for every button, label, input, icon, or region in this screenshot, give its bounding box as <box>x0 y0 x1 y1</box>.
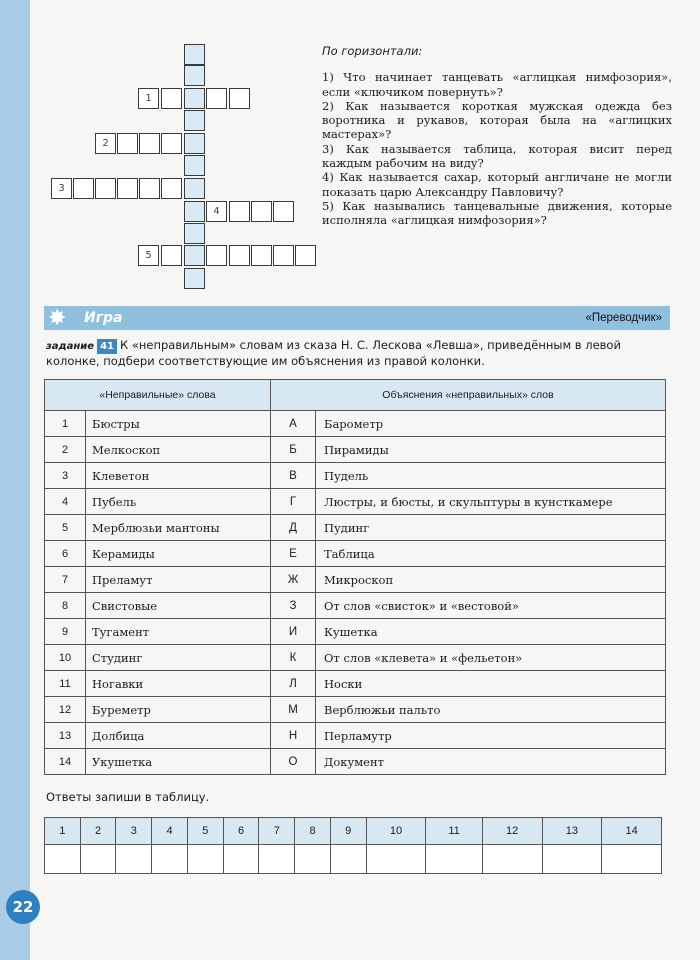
clue-3: 3) Как называется таблица, которая висит перед каждым рабочим на виду? <box>322 141 672 171</box>
crossword-cell[interactable] <box>161 245 182 266</box>
crossword-cell[interactable] <box>184 110 205 131</box>
wrong-word: Долбица <box>86 723 271 749</box>
answer-cell[interactable] <box>45 845 81 874</box>
answer-number: 3 <box>116 818 152 845</box>
explanation: Перламутр <box>316 723 666 749</box>
clue-2: 2) Как называется короткая мужская одежда без воротника и рукавов, которая была на «аглицких мастерах»? <box>322 98 672 142</box>
crossword-clues <box>322 44 672 228</box>
crossword-number-2: 2 <box>95 133 116 154</box>
crossword-cell[interactable] <box>139 178 160 199</box>
answer-number: 1 <box>45 818 81 845</box>
answer-cell[interactable] <box>223 845 259 874</box>
table-row <box>45 489 666 515</box>
crossword-cell[interactable] <box>184 201 205 222</box>
crossword-cell[interactable] <box>229 88 250 109</box>
table-row <box>45 567 666 593</box>
game-label: Игра <box>84 310 123 326</box>
row-number: 11 <box>45 671 86 697</box>
row-number: 3 <box>45 463 86 489</box>
answer-number: 12 <box>482 818 542 845</box>
crossword-cell[interactable] <box>184 65 205 86</box>
wrong-word: Пубель <box>86 489 271 515</box>
answer-cell[interactable] <box>542 845 602 874</box>
row-letter: Е <box>271 541 316 567</box>
row-letter: К <box>271 645 316 671</box>
crossword-cell[interactable] <box>273 245 294 266</box>
crossword-number-4: 4 <box>206 201 227 222</box>
answer-number: 7 <box>259 818 295 845</box>
row-number: 2 <box>45 437 86 463</box>
answer-number: 11 <box>426 818 482 845</box>
answer-number: 5 <box>187 818 223 845</box>
crossword-cell[interactable] <box>184 88 205 109</box>
crossword-cell[interactable] <box>295 245 316 266</box>
table-row <box>45 749 666 775</box>
explanation: Барометр <box>316 411 666 437</box>
explanation: Микроскоп <box>316 567 666 593</box>
answer-number: 8 <box>295 818 331 845</box>
answer-number: 4 <box>152 818 188 845</box>
wrong-word: Клеветон <box>86 463 271 489</box>
task-text: К «неправильным» словам из сказа Н. С. Лескова «Левша», приведённым в левой колонке, подбери соответствующие им объяснения из правой колонки. <box>46 338 621 368</box>
crossword-cell[interactable] <box>251 201 272 222</box>
table-row <box>45 723 666 749</box>
row-number: 13 <box>45 723 86 749</box>
explanation: Пудинг <box>316 515 666 541</box>
crossword-cell[interactable] <box>117 133 138 154</box>
table-row <box>45 593 666 619</box>
crossword-cell[interactable] <box>206 88 227 109</box>
wrong-word: Керамиды <box>86 541 271 567</box>
row-letter: З <box>271 593 316 619</box>
task-number: 41 <box>97 339 117 354</box>
star-icon: ✸ <box>48 305 67 330</box>
crossword-cell[interactable] <box>117 178 138 199</box>
explanation: Таблица <box>316 541 666 567</box>
clues-heading: По горизонтали: <box>322 44 423 58</box>
table-row <box>45 541 666 567</box>
crossword-number-1: 1 <box>138 88 159 109</box>
answer-cell[interactable] <box>80 845 116 874</box>
wrong-word: Тугамент <box>86 619 271 645</box>
crossword-cell[interactable] <box>184 268 205 289</box>
crossword-cell[interactable] <box>229 245 250 266</box>
crossword-cell[interactable] <box>184 178 205 199</box>
row-letter: Б <box>271 437 316 463</box>
table-row <box>45 437 666 463</box>
explanation: От слов «клевета» и «фельетон» <box>316 645 666 671</box>
crossword-number-5: 5 <box>138 245 159 266</box>
wrong-word: Студинг <box>86 645 271 671</box>
wrong-word: Мерблюзьи мантоны <box>86 515 271 541</box>
answers-table <box>44 817 662 874</box>
clue-4: 4) Как называется сахар, который англичане не могли показать царю Александру Павловичу? <box>322 170 672 199</box>
game-title: «Переводчик» <box>585 312 662 324</box>
row-letter: Г <box>271 489 316 515</box>
explanation: Люстры, и бюсты, и скульптуры в кунсткамере <box>316 489 666 515</box>
row-number: 1 <box>45 411 86 437</box>
crossword-cell[interactable] <box>229 201 250 222</box>
answer-cell[interactable] <box>482 845 542 874</box>
answer-number: 13 <box>542 818 602 845</box>
crossword-cell[interactable] <box>184 155 205 176</box>
row-number: 12 <box>45 697 86 723</box>
answer-number: 14 <box>602 818 662 845</box>
answer-cell[interactable] <box>152 845 188 874</box>
page-number: 22 <box>6 890 40 924</box>
wrong-word: Преламут <box>86 567 271 593</box>
row-letter: О <box>271 749 316 775</box>
wrong-word: Укушетка <box>86 749 271 775</box>
game-band <box>44 306 670 330</box>
row-letter: М <box>271 697 316 723</box>
table-row <box>45 697 666 723</box>
row-number: 10 <box>45 645 86 671</box>
crossword-cell[interactable] <box>161 178 182 199</box>
crossword-cell[interactable] <box>273 201 294 222</box>
answer-cell[interactable] <box>602 845 662 874</box>
answer-number: 6 <box>223 818 259 845</box>
crossword-cell[interactable] <box>206 245 227 266</box>
crossword-cell[interactable] <box>161 88 182 109</box>
page-side-band <box>0 0 30 960</box>
answer-cell[interactable] <box>295 845 331 874</box>
answer-number: 2 <box>80 818 116 845</box>
explanation: Носки <box>316 671 666 697</box>
explanation: Пудель <box>316 463 666 489</box>
table-row <box>45 515 666 541</box>
explanation: От слов «свисток» и «вестовой» <box>316 593 666 619</box>
row-letter: В <box>271 463 316 489</box>
answer-cell[interactable] <box>330 845 366 874</box>
answer-cell[interactable] <box>259 845 295 874</box>
answers-instruction: Ответы запиши в таблицу. <box>46 790 210 804</box>
explanation: Верблюжьи пальто <box>316 697 666 723</box>
row-letter: Н <box>271 723 316 749</box>
answer-cell[interactable] <box>116 845 152 874</box>
crossword-cell[interactable] <box>184 133 205 154</box>
column-header-explanations: Объяснения «неправильных» слов <box>271 380 666 411</box>
wrong-word: Свистовые <box>86 593 271 619</box>
task-label: задание <box>46 341 95 352</box>
explanation: Документ <box>316 749 666 775</box>
wrong-word: Буреметр <box>86 697 271 723</box>
wrong-word: Бюстры <box>86 411 271 437</box>
answer-number: 10 <box>366 818 426 845</box>
crossword-cell[interactable] <box>184 245 205 266</box>
crossword-cell[interactable] <box>184 223 205 244</box>
wrong-word: Мелкоскоп <box>86 437 271 463</box>
explanation: Кушетка <box>316 619 666 645</box>
row-letter: Д <box>271 515 316 541</box>
row-letter: А <box>271 411 316 437</box>
wrong-word: Ногавки <box>86 671 271 697</box>
row-letter: И <box>271 619 316 645</box>
crossword-cell[interactable] <box>251 245 272 266</box>
explanation: Пирамиды <box>316 437 666 463</box>
column-header-words: «Неправильные» слова <box>45 380 271 411</box>
row-number: 6 <box>45 541 86 567</box>
row-number: 9 <box>45 619 86 645</box>
crossword-cell[interactable] <box>73 178 94 199</box>
clue-5: 5) Как назывались танцевальные движения, которые исполняла «аглицкая нимфозория»? <box>322 198 672 228</box>
answer-cell[interactable] <box>187 845 223 874</box>
crossword-number-3: 3 <box>51 178 72 199</box>
answer-cell[interactable] <box>366 845 426 874</box>
row-number: 14 <box>45 749 86 775</box>
crossword-cell[interactable] <box>95 178 116 199</box>
row-number: 8 <box>45 593 86 619</box>
table-row <box>45 645 666 671</box>
row-number: 4 <box>45 489 86 515</box>
row-letter: Ж <box>271 567 316 593</box>
answer-cell[interactable] <box>426 845 482 874</box>
table-row <box>45 463 666 489</box>
row-number: 5 <box>45 515 86 541</box>
table-row <box>45 671 666 697</box>
task-statement <box>46 338 668 369</box>
matching-table <box>44 379 666 775</box>
answer-number: 9 <box>330 818 366 845</box>
table-row <box>45 411 666 437</box>
table-row <box>45 619 666 645</box>
row-number: 7 <box>45 567 86 593</box>
crossword-cell[interactable] <box>161 133 182 154</box>
crossword-cell[interactable] <box>139 133 160 154</box>
crossword-cell[interactable] <box>184 44 205 65</box>
clue-1: 1) Что начинает танцевать «аглицкая нимфозория», если «ключиком повернуть»? <box>322 70 672 99</box>
row-letter: Л <box>271 671 316 697</box>
